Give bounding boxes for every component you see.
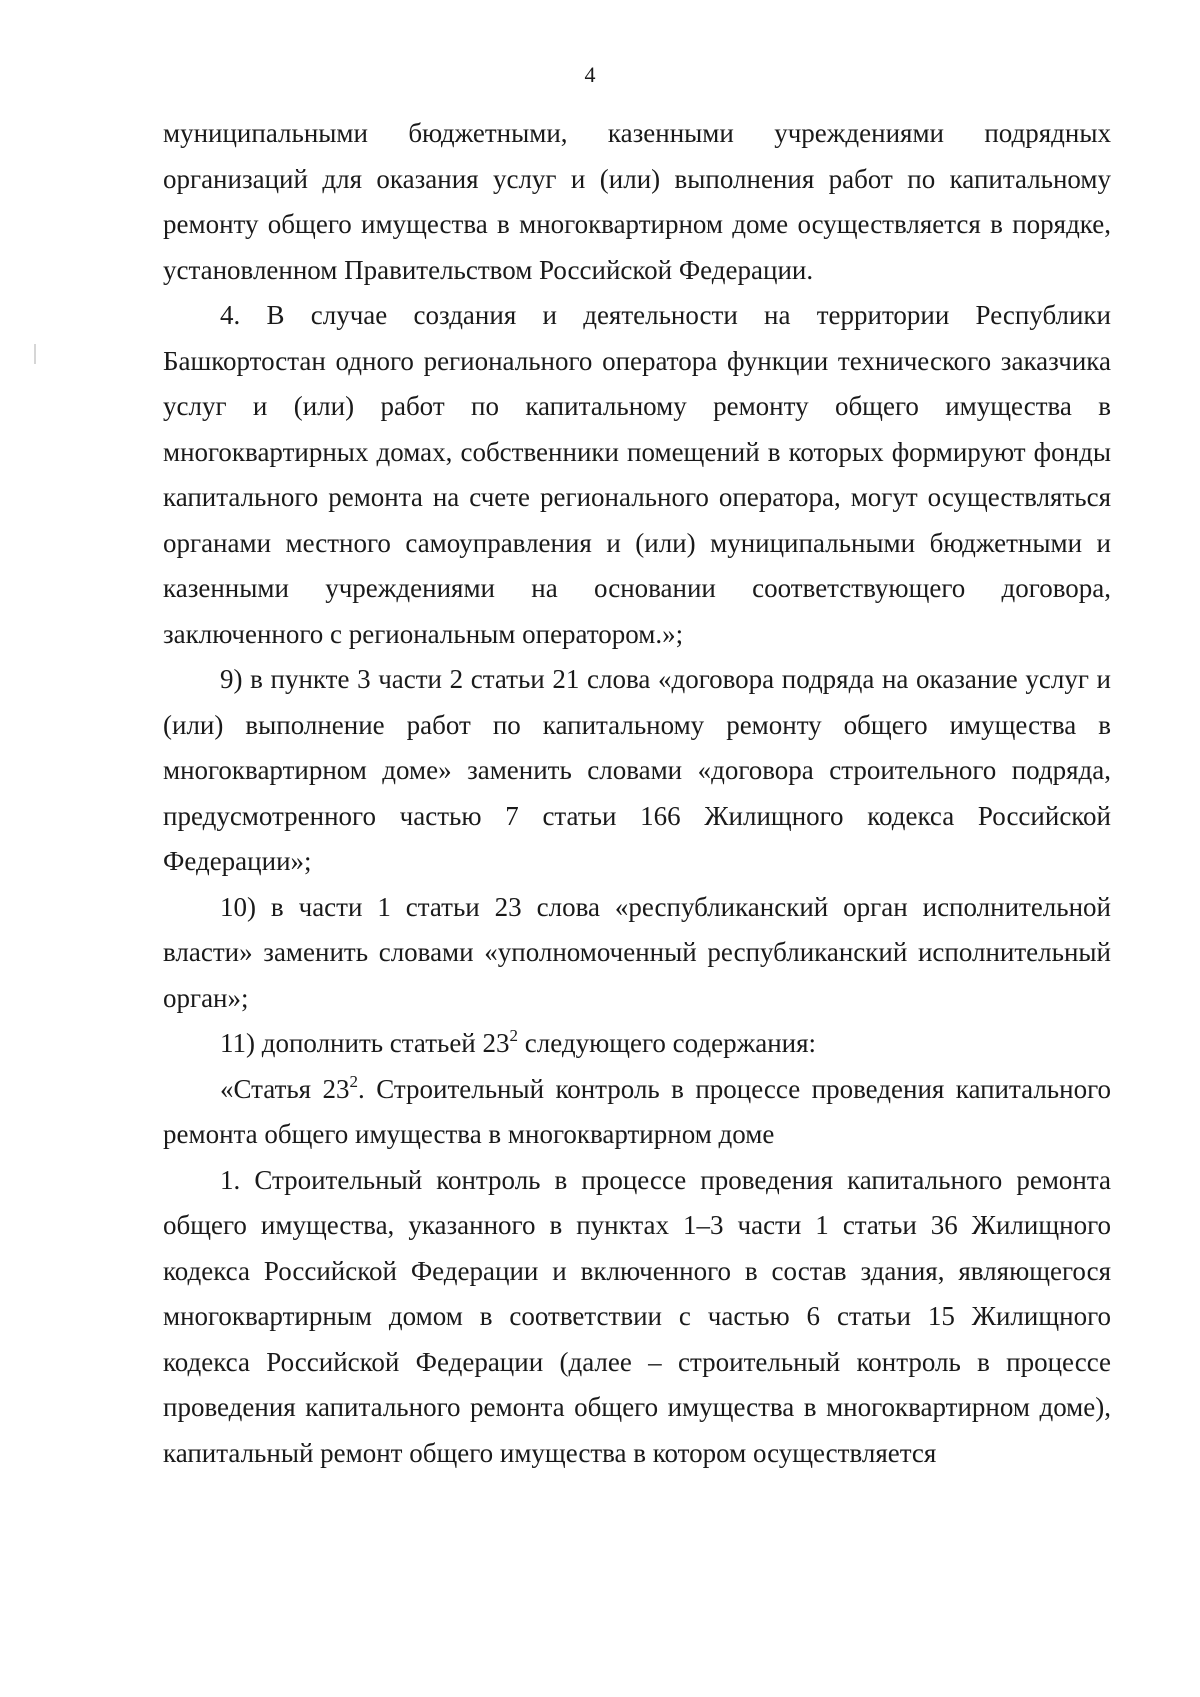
- article-heading-text: «Статья 23: [220, 1073, 350, 1104]
- scan-artifact: [34, 344, 36, 364]
- paragraph-continuation: муниципальными бюджетными, казенными учреждениями подрядных организаций для оказания услуг и (или) выполнения работ по капитальному ремонту общего имущества в многоквартирном доме осуществляется в порядке, установленном Правительством Российской Федерации.: [163, 118, 1111, 285]
- paragraph-item-10: 10) в части 1 статьи 23 слова «республиканский орган исполнительной власти» заменить словами «уполномоченный республиканский исполнительный орган»;: [163, 891, 1111, 1013]
- page-number: 4: [584, 62, 596, 87]
- paragraph-item-9: 9) в пункте 3 части 2 статьи 21 слова «договора подряда на оказание услуг и (или) выполнение работ по капитальному ремонту общего имущества в многоквартирном доме» заменить словами «договора строительного подряда, предусмотренного частью 7 статьи 166 Жилищного кодекса Российской Федерации»;: [163, 664, 1111, 876]
- paragraph-item-11: [163, 1021, 1111, 1067]
- document-body: [163, 111, 1111, 1476]
- article-heading: [163, 1067, 1111, 1158]
- paragraph-article-part-1: 1. Строительный контроль в процессе проведения капитального ремонта общего имущества, указанного в пунктах 1–3 части 1 статьи 36 Жилищного кодекса Российской Федерации и включенного в состав здания, являющегося многоквартирным домом в соответствии с частью 6 статьи 15 Жилищного кодекса Российской Федерации (далее – строительный контроль в процессе проведения капитального ремонта общего имущества в многоквартирном доме), капитальный ремонт общего имущества в котором осуществляется: [163, 1164, 1111, 1468]
- paragraph-item-4: 4. В случае создания и деятельности на территории Республики Башкортостан одного регионального оператора функции технического заказчика услуг и (или) работ по капитальному ремонту общего имущества в многоквартирных домах, собственники помещений в которых формируют фонды капитального ремонта на счете регионального оператора, могут осуществляться органами местного самоуправления и (или) муниципальными бюджетными и казенными учреждениями на основании соответствующего договора, заключенного с региональным оператором.»;: [163, 300, 1111, 649]
- item-11-text: 11) дополнить статьей 23: [220, 1028, 510, 1058]
- article-heading-title: . Строительный контроль в процессе проведения капитального ремонта общего имущества в многоквартирном доме: [163, 1073, 1111, 1149]
- item-11-superscript: 2: [509, 1026, 518, 1045]
- item-11-text-end: следующего содержания:: [518, 1028, 817, 1058]
- article-heading-superscript: 2: [349, 1071, 359, 1091]
